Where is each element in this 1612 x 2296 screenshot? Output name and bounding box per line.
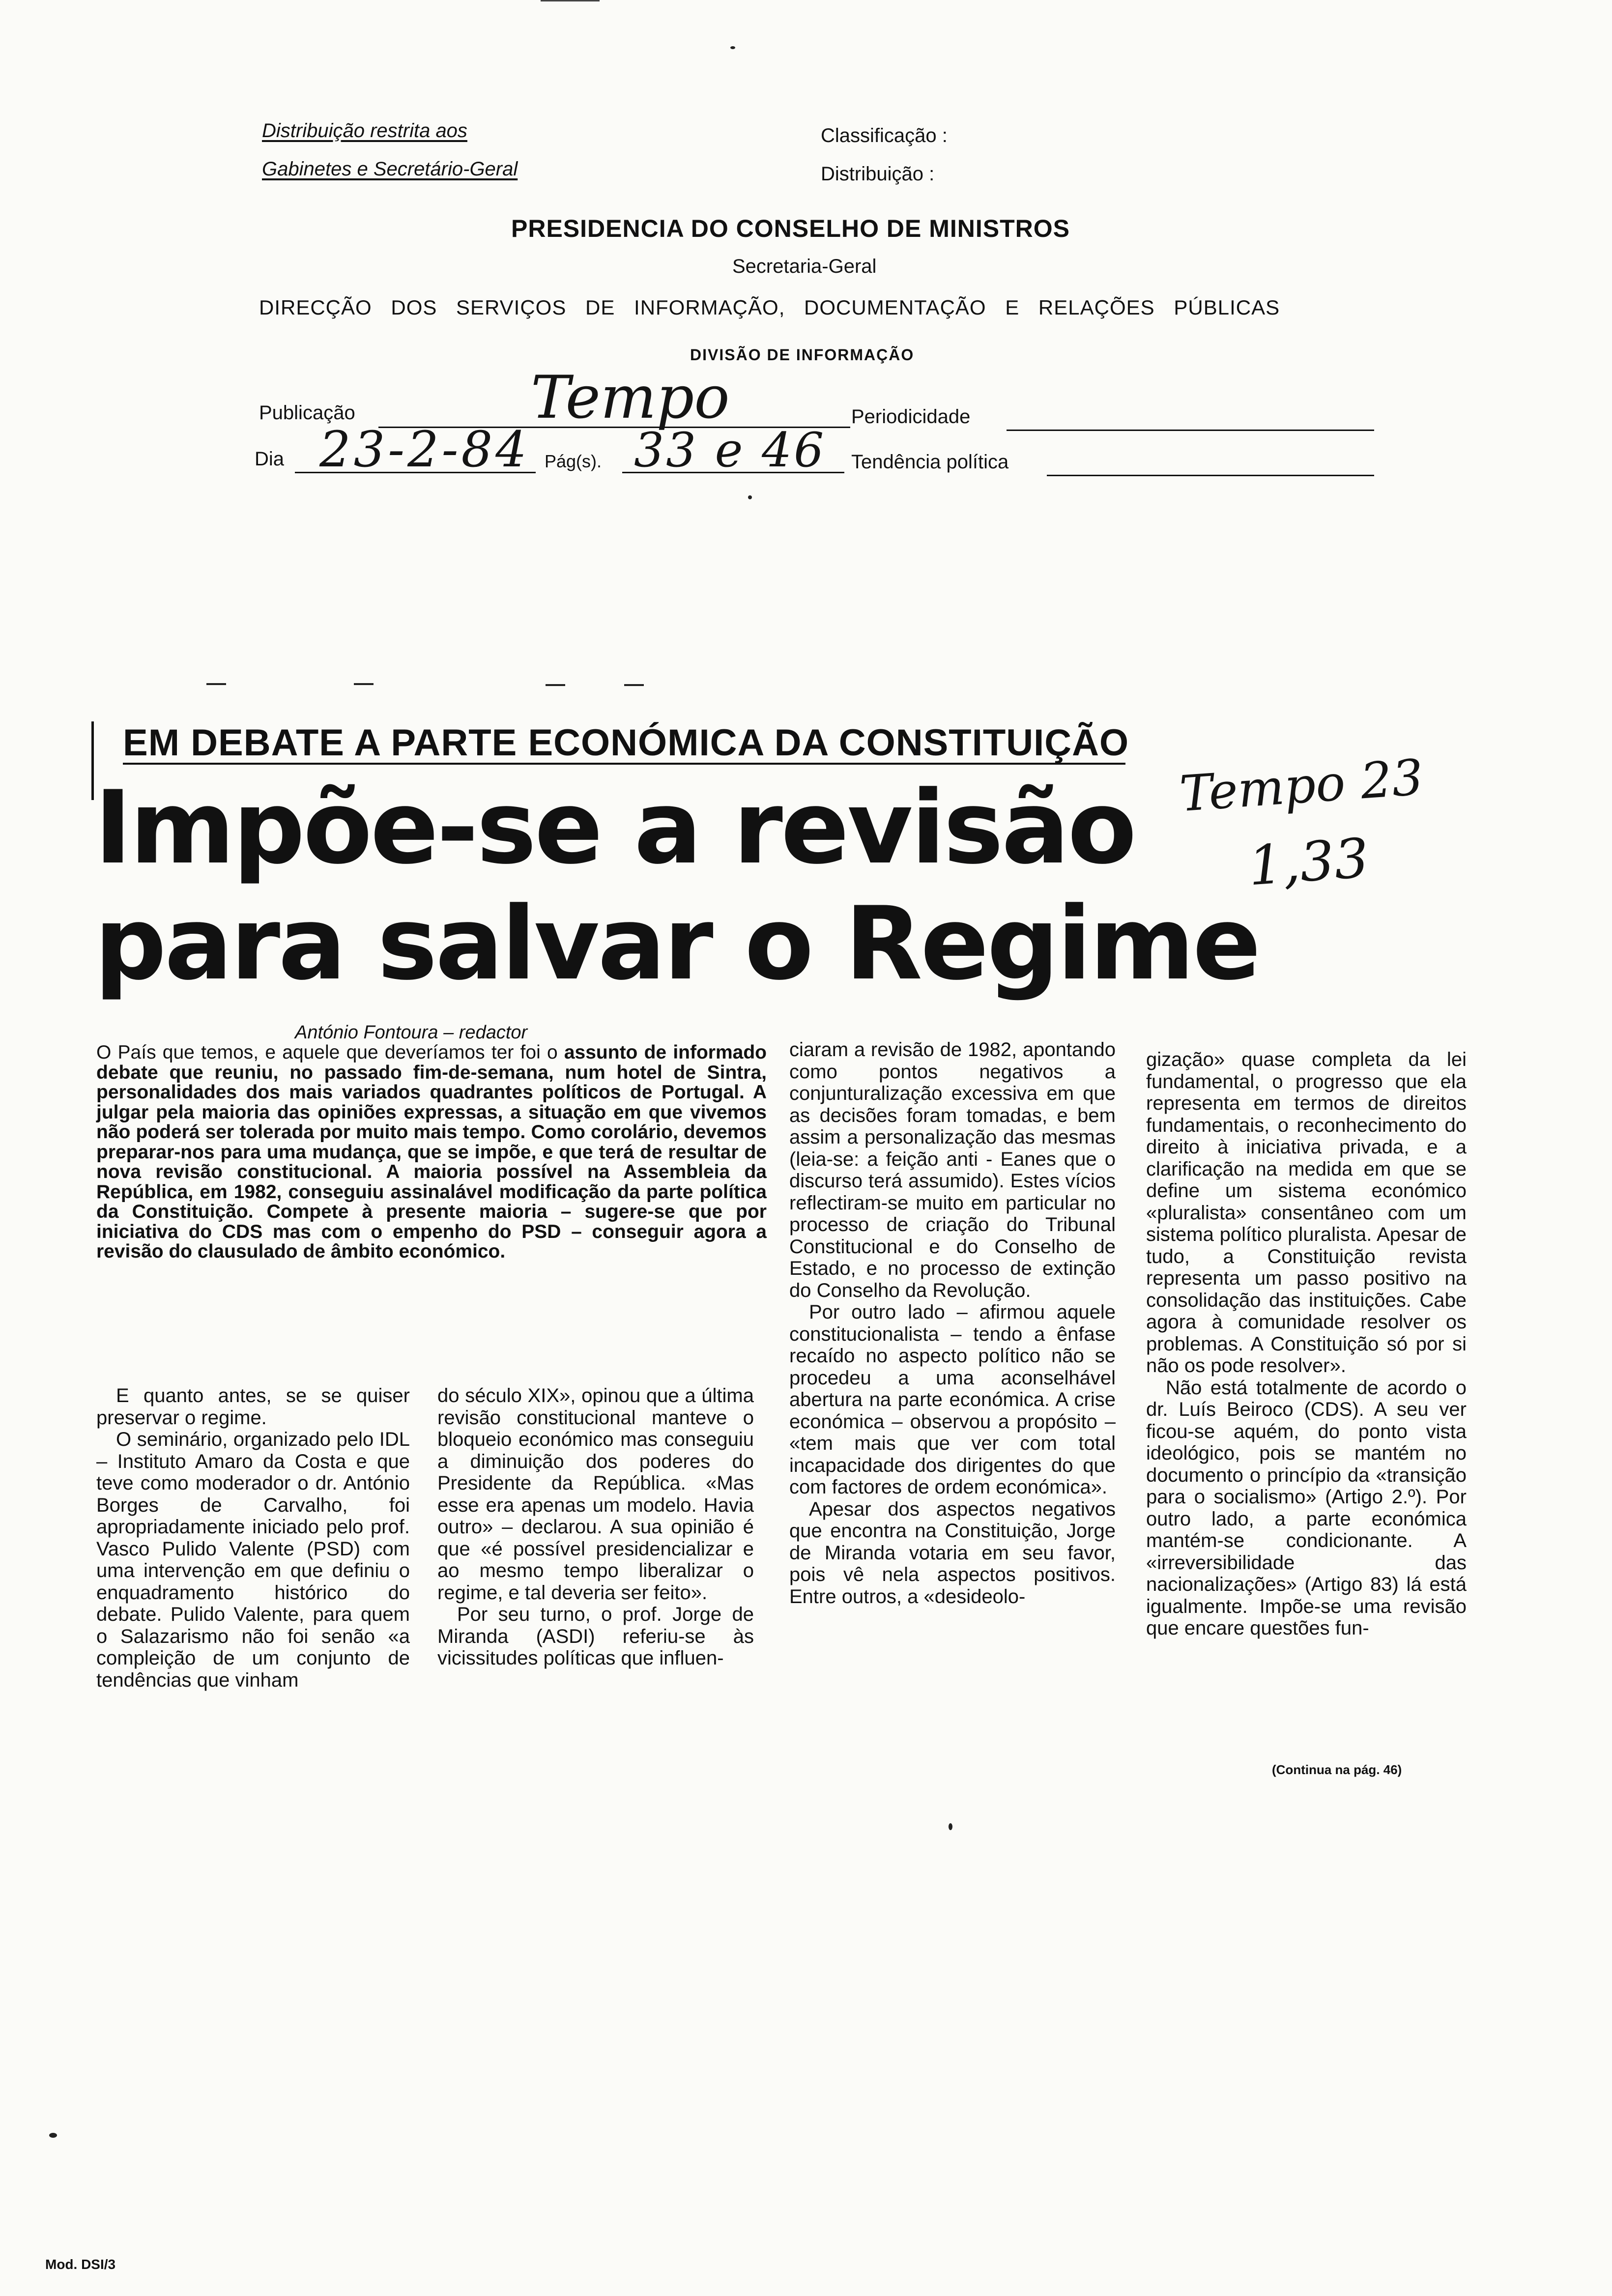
margin-stroke bbox=[91, 721, 94, 800]
headline-line2: para salvar o Regime bbox=[94, 886, 1259, 1003]
col4-paragraph-2: Não está totalmente de acordo o dr. Luís Beiroco (CDS). A seu ver ficou-se aquém, do ponto vista ideológico, pois se mantém no documento o princípio da «transição para o socialismo» (Artigo 2.º). Por outro lado, a parte económica mantém-se condicionante. A «irreversibilidade das nacionalizações» (Artigo 83) lá está igualmente. Impõe-se uma revisão que encare questões fun- bbox=[1146, 1377, 1467, 1639]
organization-title: PRESIDENCIA DO CONSELHO DE MINISTROS bbox=[511, 215, 1070, 242]
scan-speck bbox=[748, 495, 752, 499]
margin-handwritten-note-line2: 1,33 bbox=[1246, 826, 1371, 898]
lead-intro: O País que temos, e aquele que deveríamos ter foi o bbox=[96, 1042, 558, 1063]
col3-paragraph-1: ciaram a revisão de 1982, apontando como pontos negativos a conjunturalização excessiva em que as decisões foram tomadas, e bem assim a personalização das mesmas (leia-se: a feição anti - Eanes que o discurso terá assumido). Estes vícios reflectiram-se muito em particular no processo de criação do Tribunal Constitucional e do Conselho de Estado, e no processo de extinção do Conselho da Revolução. bbox=[789, 1039, 1116, 1301]
column-1 bbox=[96, 1385, 410, 1691]
lead-paragraph bbox=[96, 1043, 767, 1262]
publicacao-label: Publicação bbox=[259, 402, 355, 424]
pags-label: Pág(s). bbox=[545, 451, 602, 471]
classificacao-label: Classificação : bbox=[821, 125, 948, 146]
col2-paragraph-1: do século XIX», opinou que a última revisão constitucional manteve o bloqueio económico mas conseguiu a diminuição dos poderes do Presidente da República. «Mas esse era apenas um modelo. Havia outro» – declarou. A sua opinião é que «é possível presidencializar e ao mesmo tempo liberalizar o regime, e tal deveria ser feito». bbox=[437, 1385, 754, 1604]
scan-speck bbox=[49, 2133, 57, 2138]
publicacao-handwritten-value: Tempo bbox=[531, 364, 730, 432]
form-model-code: Mod. DSI/3 bbox=[45, 2257, 116, 2272]
distribution-note-line1: Distribuição restrita aos bbox=[262, 120, 467, 142]
periodicidade-label: Periodicidade bbox=[851, 406, 971, 428]
pags-handwritten-value: 33 e 46 bbox=[634, 423, 826, 478]
margin-handwritten-note-line1: Tempo 23 bbox=[1178, 748, 1425, 823]
division-title: DIVISÃO DE INFORMAÇÃO bbox=[690, 346, 915, 364]
scan-dash bbox=[354, 683, 374, 685]
distribuicao-label: Distribuição : bbox=[821, 163, 935, 185]
col3-paragraph-2: Por outro lado – afirmou aquele constitucionalista – tendo a ênfase recaído no aspecto político não se procedeu a uma aconselhável abertura na parte económica. A crise económica – observou a propósito – «tem mais que ver com total incapacidade dos dirigentes do que com factores de ordem económica». bbox=[789, 1301, 1116, 1498]
column-3 bbox=[789, 1039, 1116, 1607]
secretariat-title: Secretaria-Geral bbox=[732, 256, 877, 277]
scan-dash bbox=[546, 684, 565, 686]
continued-note: (Continua na pág. 46) bbox=[1272, 1762, 1402, 1777]
scan-speck bbox=[730, 46, 735, 49]
col1-paragraph-2: O seminário, organizado pelo IDL – Instituto Amaro da Costa e que teve como moderador o dr. António Borges de Carvalho, foi apropriadamente iniciado pelo prof. Vasco Pulido Valente (PSD) com uma intervenção em que definiu o enquadramento histórico do debate. Pulido Valente, para quem o Salazarismo não foi senão «a compleição de um conjunto de tendências que vinham bbox=[96, 1429, 410, 1691]
dia-label: Dia bbox=[255, 448, 285, 470]
dia-handwritten-value: 23-2-84 bbox=[319, 421, 530, 478]
col4-paragraph-1: gização» quase completa da lei fundamental, o progresso que ela representa em termos de direitos fundamentais, o reconhecimento do direito à iniciativa privada, e a clarificação na medida em que se define um sistema económico «pluralista» consentâneo com um sistema político pluralista. Apesar de tudo, a Constituição revista representa um passo positivo na consolidação das instituições. Cabe agora à comunidade resolver os problemas. A Constituição só por si não os pode resolver». bbox=[1146, 1049, 1467, 1377]
byline: António Fontoura – redactor bbox=[295, 1022, 528, 1043]
lead-bold: assunto de informado debate que reuniu, no passado fim-de-semana, num hotel de Sintra, personalidades dos mais variados quadrantes políticos de Portugal. A julgar pela maioria das opiniões expressas, a situação em que vivemos não poderá ser tolerada por muito mais tempo. Como corolário, devemos preparar-nos para uma mudança, que se impõe, e que terá de resultar de nova revisão constitucional. A maioria possível na Assembleia da República, em 1982, conseguiu assinalável modificação da parte política da Constituição. Compete à presente maioria – sugere-se que por iniciativa do CDS mas com o empenho do PSD – conseguir agora a revisão do clausulado de âmbito económico. bbox=[96, 1042, 767, 1262]
article-kicker: EM DEBATE A PARTE ECONÓMICA DA CONSTITUIÇÃO bbox=[123, 722, 1129, 764]
column-4 bbox=[1146, 1049, 1467, 1639]
headline-line1: Impõe-se a revisão bbox=[94, 770, 1135, 887]
col3-paragraph-3: Apesar dos aspectos negativos que encontra na Constituição, Jorge de Miranda votaria em seu favor, pois vê nela aspectos positivos. Entre outros, a «desideolo- bbox=[789, 1498, 1116, 1607]
kicker-underline bbox=[123, 763, 1125, 765]
scan-edge-mark bbox=[541, 0, 600, 1]
col1-paragraph-1: E quanto antes, se se quiser preservar o regime. bbox=[96, 1385, 410, 1429]
col2-paragraph-2: Por seu turno, o prof. Jorge de Miranda (ASDI) referiu-se às vicissitudes políticas que influen- bbox=[437, 1604, 754, 1669]
scan-dash bbox=[206, 683, 226, 685]
periodicidade-field-line bbox=[1007, 430, 1374, 431]
scan-speck bbox=[949, 1823, 952, 1830]
distribution-note-line2: Gabinetes e Secretário-Geral bbox=[262, 158, 518, 180]
tendencia-field-line bbox=[1047, 475, 1374, 476]
scan-dash bbox=[624, 684, 644, 686]
tendencia-label: Tendência política bbox=[851, 451, 1009, 473]
column-2 bbox=[437, 1385, 754, 1669]
department-title: DIRECÇÃO DOS SERVIÇOS DE INFORMAÇÃO, DOCUMENTAÇÃO E RELAÇÕES PÚBLICAS bbox=[259, 296, 1280, 319]
